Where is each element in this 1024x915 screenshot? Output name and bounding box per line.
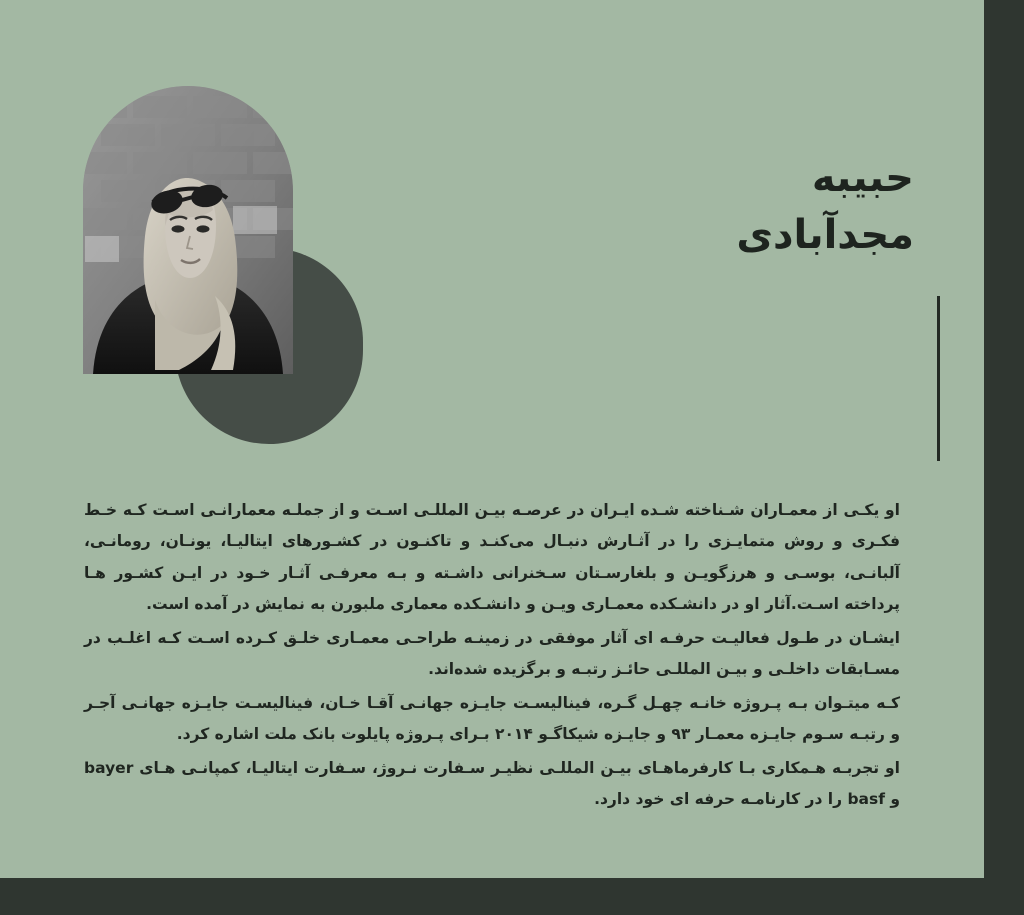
- biography-paragraph: او یکـی از معمـاران شـناخته شـده ایـران در عرصـه بیـن المللـی اسـت و از جملـه معمارانـی اسـت کـه خـط فکـری و روش متمایـزی را در آثـارش دنبـال می‌کنـد و تاکنـون در کشـورهای ایتالیـا، یونـان، رومانـی، آلبانـی، بوسـی و هرزگویـن و بلغارسـتان سـخنرانی داشـته و بـه معرفـی آثـار خـود در ایـن کشـور هـا پرداخته اسـت.آثار او در دانشـکده معمـاری ویـن و دانشـکده معماری ملبورن به نمایش در آمده است.: [84, 501, 900, 614]
- person-name: [736, 150, 940, 264]
- name-divider: [937, 296, 940, 461]
- biography-text: [84, 495, 900, 816]
- biography-paragraph: او تجربـه هـمکاری بـا کارفرماهـای بیـن المللـی نظیـر سـفارت نـروژ، سـفارت ایتالیـا، کمپانـی هـای bayer و basf را در کارنامـه حرفه ای خود دارد.: [84, 758, 900, 809]
- biography-paragraph: کـه میتـوان بـه پـروژه خانـه چهـل گـره، فینالیسـت جایـزه جهانـی آقـا خـان، فینالیسـت جایـزه جهانـی آجـر و رتبـه سـوم جایـزه معمـار ۹۳ و جایـزه شیکاگـو ۲۰۱۴ بـرای پـروژه پایلوت بانک ملت اشاره کرد.: [84, 693, 900, 744]
- biography-paragraph: ایشـان در طـول فعالیـت حرفـه ای آثار موفقی در زمینـه طراحـی معمـاری خلـق کـرده اسـت کـه اغلـب در مسـابقات داخلـی و بیـن المللـی حائـز رتبـه و برگزیده شده‌اند.: [84, 628, 900, 679]
- portrait-photo: [83, 86, 293, 374]
- name-first-line: حبیبه: [811, 155, 914, 201]
- name-second-line: مجدآبادی: [736, 211, 914, 258]
